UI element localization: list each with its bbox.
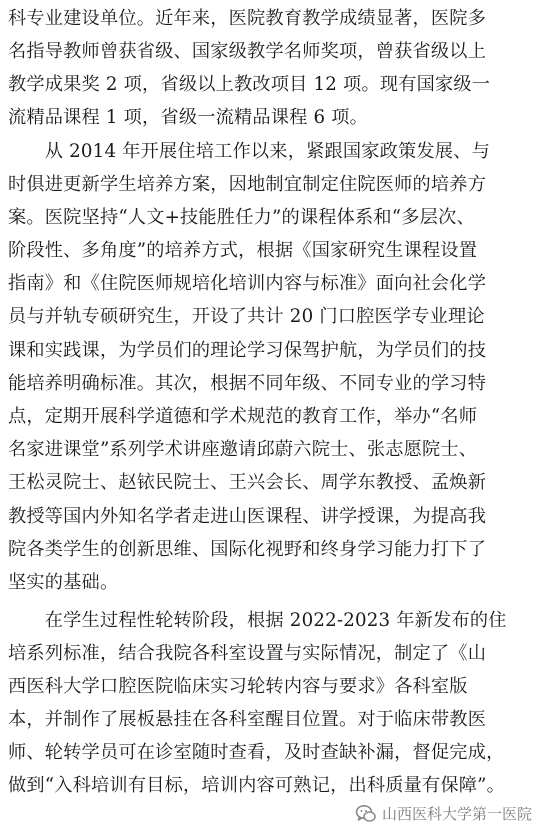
article-line: 案。医院坚持“人文+技能胜任力”的课程体系和“多层次、 [8, 207, 475, 228]
article-line: 课和实践课，为学员们的理论学习保驾护航，为学员们的技 [8, 340, 487, 361]
article-line: 时俱进更新学生培养方案，因地制宜制定住院医师的培养方 [8, 174, 487, 195]
article-line: 王松灵院士、赵铱民院士、王兴会长、周学东教授、孟焕新 [8, 472, 487, 493]
article-line: 流精品课程 1 项，省级一流精品课程 6 项。 [8, 107, 369, 128]
article-line: 师、轮转学员可在诊室随时查看，及时查缺补漏，督促完成， [8, 742, 505, 763]
article-line: 名家进课堂”系列学术讲座邀请邱蔚六院士、张志愿院士、 [8, 439, 478, 460]
article-line: 教授等国内外知名学者走进山医课程、讲学授课，为提高我 [8, 506, 487, 527]
wechat-logo-icon [355, 803, 377, 825]
article-line: 名指导教师曾获省级、国家级教学名师奖项，曾获省级以上 [8, 41, 487, 62]
article-line: 指南》和《住院医师规培化培训内容与标准》面向社会化学 [8, 273, 487, 294]
article-line: 能培养明确标准。其次，根据不同年级、不同专业的学习特 [8, 373, 487, 394]
article-line: 点，定期开展科学道德和学术规范的教育工作，举办“名师 [8, 406, 478, 427]
article-line: 在学生过程性轮转阶段，根据 2022-2023 年新发布的住 [8, 610, 507, 631]
article-line: 坚实的基础。 [8, 572, 119, 593]
source-watermark [353, 801, 534, 827]
article-line: 培系列标准，结合我院各科室设置与实际情况，制定了《山 [8, 643, 487, 664]
article-line: 阶段性、多角度”的培养方式，根据《国家研究生课程设置 [8, 240, 478, 261]
watermark-text: 山西医科大学第一医院 [381, 805, 532, 823]
article-line: 从 2014 年开展住培工作以来，紧跟国家政策发展、与 [8, 141, 490, 162]
article-line: 科专业建设单位。近年来，医院教育教学成绩显著，医院多 [8, 8, 487, 29]
article-line: 员与并轨专硕研究生，开设了共计 20 门口腔医学专业理论 [8, 306, 485, 327]
article-line: 院各类学生的创新思维、国际化视野和终身学习能力打下了 [8, 539, 487, 560]
article-line: 做到“入科培训有目标，培训内容可熟记，出科质量有保障”。 [8, 775, 506, 796]
article-line: 西医科大学口腔医院临床实习轮转内容与要求》各科室版 [8, 676, 468, 697]
article-line: 本，并制作了展板悬挂在各科室醒目位置。对于临床带教医 [8, 709, 487, 730]
article-line: 教学成果奖 2 项，省级以上教改项目 12 项。现有国家级一 [8, 74, 491, 95]
